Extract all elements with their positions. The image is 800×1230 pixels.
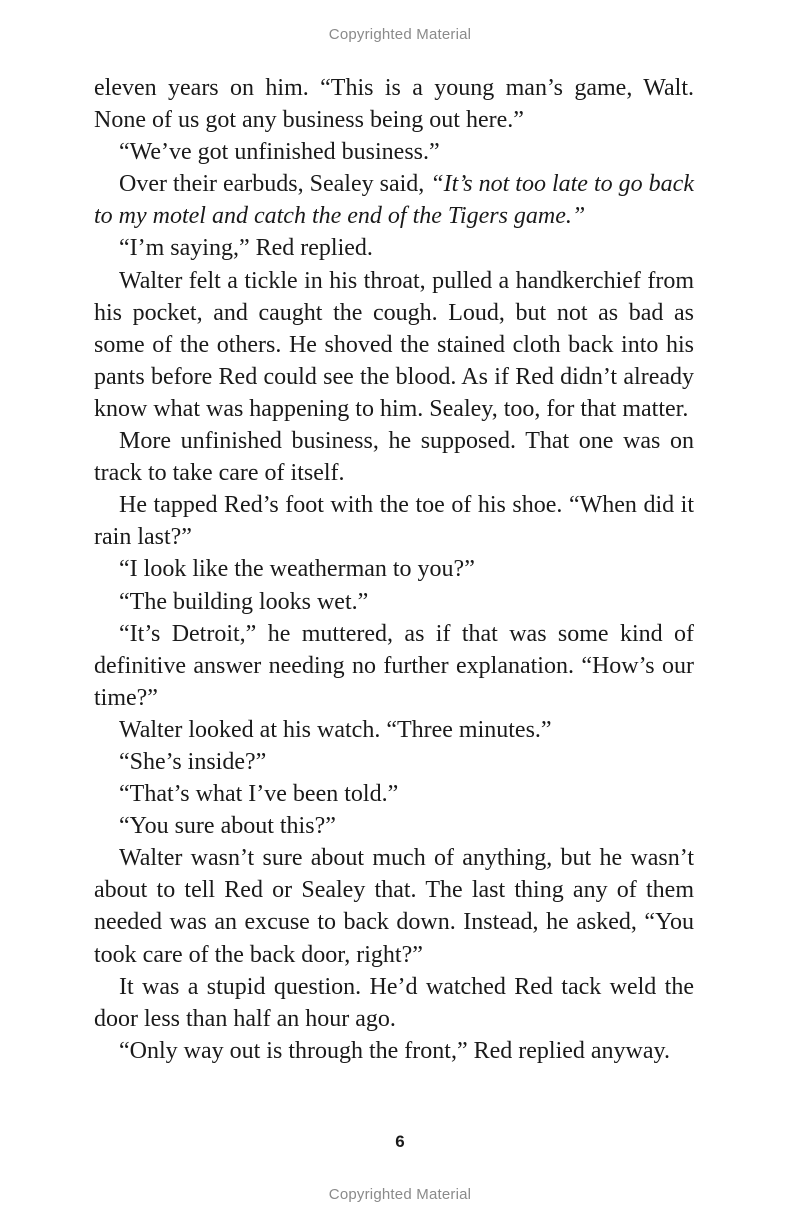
paragraph: “You sure about this?” [119,813,336,840]
italic-quote: “It’s not too late to go back to my motel and catch the end of the Tigers game.” [94,171,694,230]
paragraph: “Only way out is through the front,” Red replied anyway. [119,1037,670,1064]
paragraph: He tapped Red’s foot with the toe of his shoe. “When did it rain last?” [94,492,694,551]
body-text [94,72,694,1067]
paragraph: “She’s inside?” [119,748,267,775]
paragraph: Walter looked at his watch. “Three minutes.” [119,716,552,743]
paragraph: eleven years on him. “This is a young man’s game, Walt. None of us got any business being out here.” [94,75,694,134]
paragraph [94,168,694,232]
paragraph-lead: Over their earbuds, Sealey said, [119,171,431,198]
copyright-watermark-bottom: Copyrighted Material [328,1186,472,1203]
paragraph: “It’s Detroit,” he muttered, as if that was some kind of definitive answer needing no further explanation. “How’s our time?” [94,620,694,711]
paragraph: “That’s what I’ve been told.” [119,781,399,808]
page-number: 6 [395,1132,405,1151]
paragraph: “The building looks wet.” [119,588,369,615]
copyright-watermark-top: Copyrighted Material [328,26,472,43]
paragraph: “I’m saying,” Red replied. [119,235,373,262]
paragraph: Walter wasn’t sure about much of anything, but he wasn’t about to tell Red or Sealey that. The last thing any of them needed was an excuse to back down. Instead, he asked, “You took care of the back door, right?” [94,845,694,968]
paragraph: More unfinished business, he supposed. That one was on track to take care of itself. [94,428,694,487]
paragraph: Walter felt a tickle in his throat, pulled a handkerchief from his pocket, and caught the cough. Loud, but not as bad as some of the others. He shoved the stained cloth back into his pants before Red could see the blood. As if Red didn’t already know what was happening to him. Sealey, too, for that matter. [94,267,694,422]
paragraph: It was a stupid question. He’d watched Red tack weld the door less than half an hour ago. [94,973,694,1032]
paragraph: “We’ve got unfinished business.” [119,139,440,166]
paragraph: “I look like the weatherman to you?” [119,556,475,583]
